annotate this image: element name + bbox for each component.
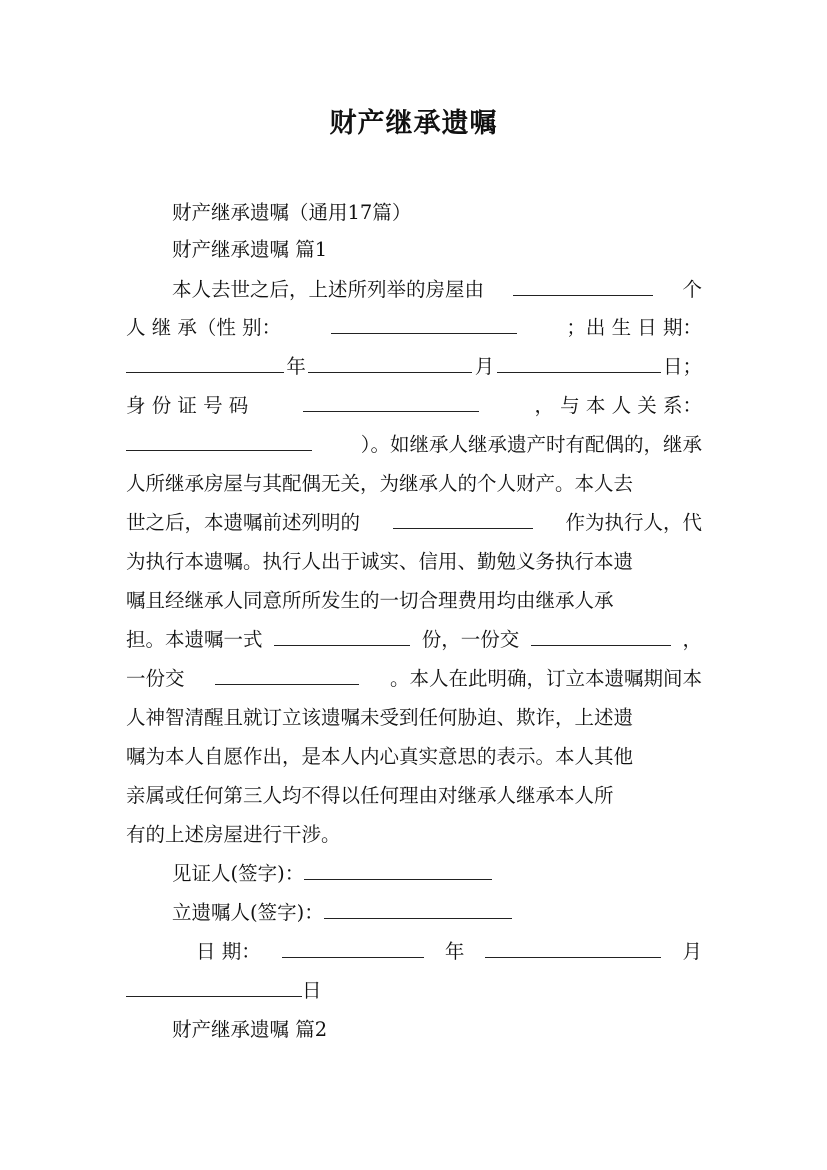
fill-blank-birth-year[interactable] [126, 354, 284, 373]
text-run: 世之后，本遗嘱前述列明的 [126, 511, 361, 534]
paragraph-line [126, 354, 702, 380]
paragraph-line [126, 432, 702, 458]
fill-blank-copy-recipient-1[interactable] [531, 627, 671, 646]
witness-signature-blank[interactable] [304, 861, 492, 880]
paragraph-line: 嘱为本人自愿作出，是本人内心真实意思的表示。本人其他 [126, 745, 634, 768]
paragraph-line [126, 666, 702, 692]
text-run: 月 [474, 355, 495, 378]
text-run: 担。本遗嘱一式 [126, 628, 263, 651]
date-line [196, 939, 702, 965]
text-run: 。本人在此明确，订立本遗嘱期间本 [389, 667, 702, 690]
paragraph-line [126, 627, 702, 653]
testator-signature-line [172, 900, 702, 926]
date-year-blank[interactable] [282, 939, 424, 958]
fill-blank-executor[interactable] [393, 510, 533, 529]
document-subtitle: 财产继承遗嘱（通用17篇） [172, 201, 412, 224]
paragraph-line: 人神智清醒且就订立该遗嘱未受到任何胁迫、欺诈，上述遗 [126, 706, 634, 729]
text-run: 份，一份交 [421, 628, 520, 651]
paragraph-line [126, 393, 702, 419]
paragraph-line [172, 277, 702, 303]
fill-blank-heir[interactable] [513, 277, 653, 296]
paragraph-line: 人所继承房屋与其配偶无关，为继承人的个人财产。本人去 [126, 472, 634, 495]
text-run: ， [682, 628, 702, 651]
fill-blank-birth-day[interactable] [497, 354, 661, 373]
fill-blank-relationship[interactable] [126, 432, 312, 451]
paragraph-line [126, 315, 702, 341]
date-day-label: 日 [302, 979, 322, 1002]
date-label: 日 期： [196, 940, 261, 963]
paragraph-line: 亲属或任何第三人均不得以任何理由对继承人继承本人所 [126, 784, 614, 807]
fill-blank-gender[interactable] [331, 315, 517, 334]
fill-blank-copies[interactable] [274, 627, 410, 646]
text-run: 人 继 承（性 别： [126, 316, 282, 339]
text-run: ）。如继承人继承遗产时有配偶的，继承 [360, 433, 702, 456]
text-run: 日； [662, 355, 702, 378]
date-day-blank[interactable] [126, 978, 302, 997]
paragraph-line [126, 510, 702, 536]
paragraph-line: 有的上述房屋进行干涉。 [126, 823, 341, 846]
date-year-label: 年 [444, 940, 465, 963]
date-month-label: 月 [682, 940, 702, 963]
text-run: ， 与 本 人 关 系： [534, 394, 702, 417]
date-month-blank[interactable] [485, 939, 661, 958]
text-run: 本人去世之后，上述所列举的房屋由 [172, 278, 485, 301]
witness-signature-line [172, 861, 702, 887]
fill-blank-birth-month[interactable] [308, 354, 472, 373]
testator-signature-blank[interactable] [324, 900, 512, 919]
text-run: 一份交 [126, 667, 185, 690]
testator-label: 立遗嘱人(签字)： [172, 901, 324, 924]
witness-label: 见证人(签字)： [172, 862, 305, 885]
paragraph-line: 嘱且经继承人同意所所发生的一切合理费用均由继承人承 [126, 589, 614, 612]
text-run: 个 [682, 278, 702, 301]
text-run: 年 [286, 355, 306, 378]
section-heading-1: 财产继承遗嘱 篇1 [172, 238, 328, 261]
section-heading-2: 财产继承遗嘱 篇2 [172, 1018, 328, 1041]
text-run: ；出 生 日 期： [566, 316, 702, 339]
fill-blank-id-number[interactable] [303, 393, 479, 412]
date-line-continued [126, 978, 702, 1004]
text-run: 身 份 证 号 码 [126, 394, 249, 417]
text-run: 作为执行人，代 [565, 511, 702, 534]
fill-blank-copy-recipient-2[interactable] [215, 666, 359, 685]
paragraph-line: 为执行本遗嘱。执行人出于诚实、信用、勤勉义务执行本遗 [126, 550, 634, 573]
document-title: 财产继承遗嘱 [329, 108, 498, 139]
